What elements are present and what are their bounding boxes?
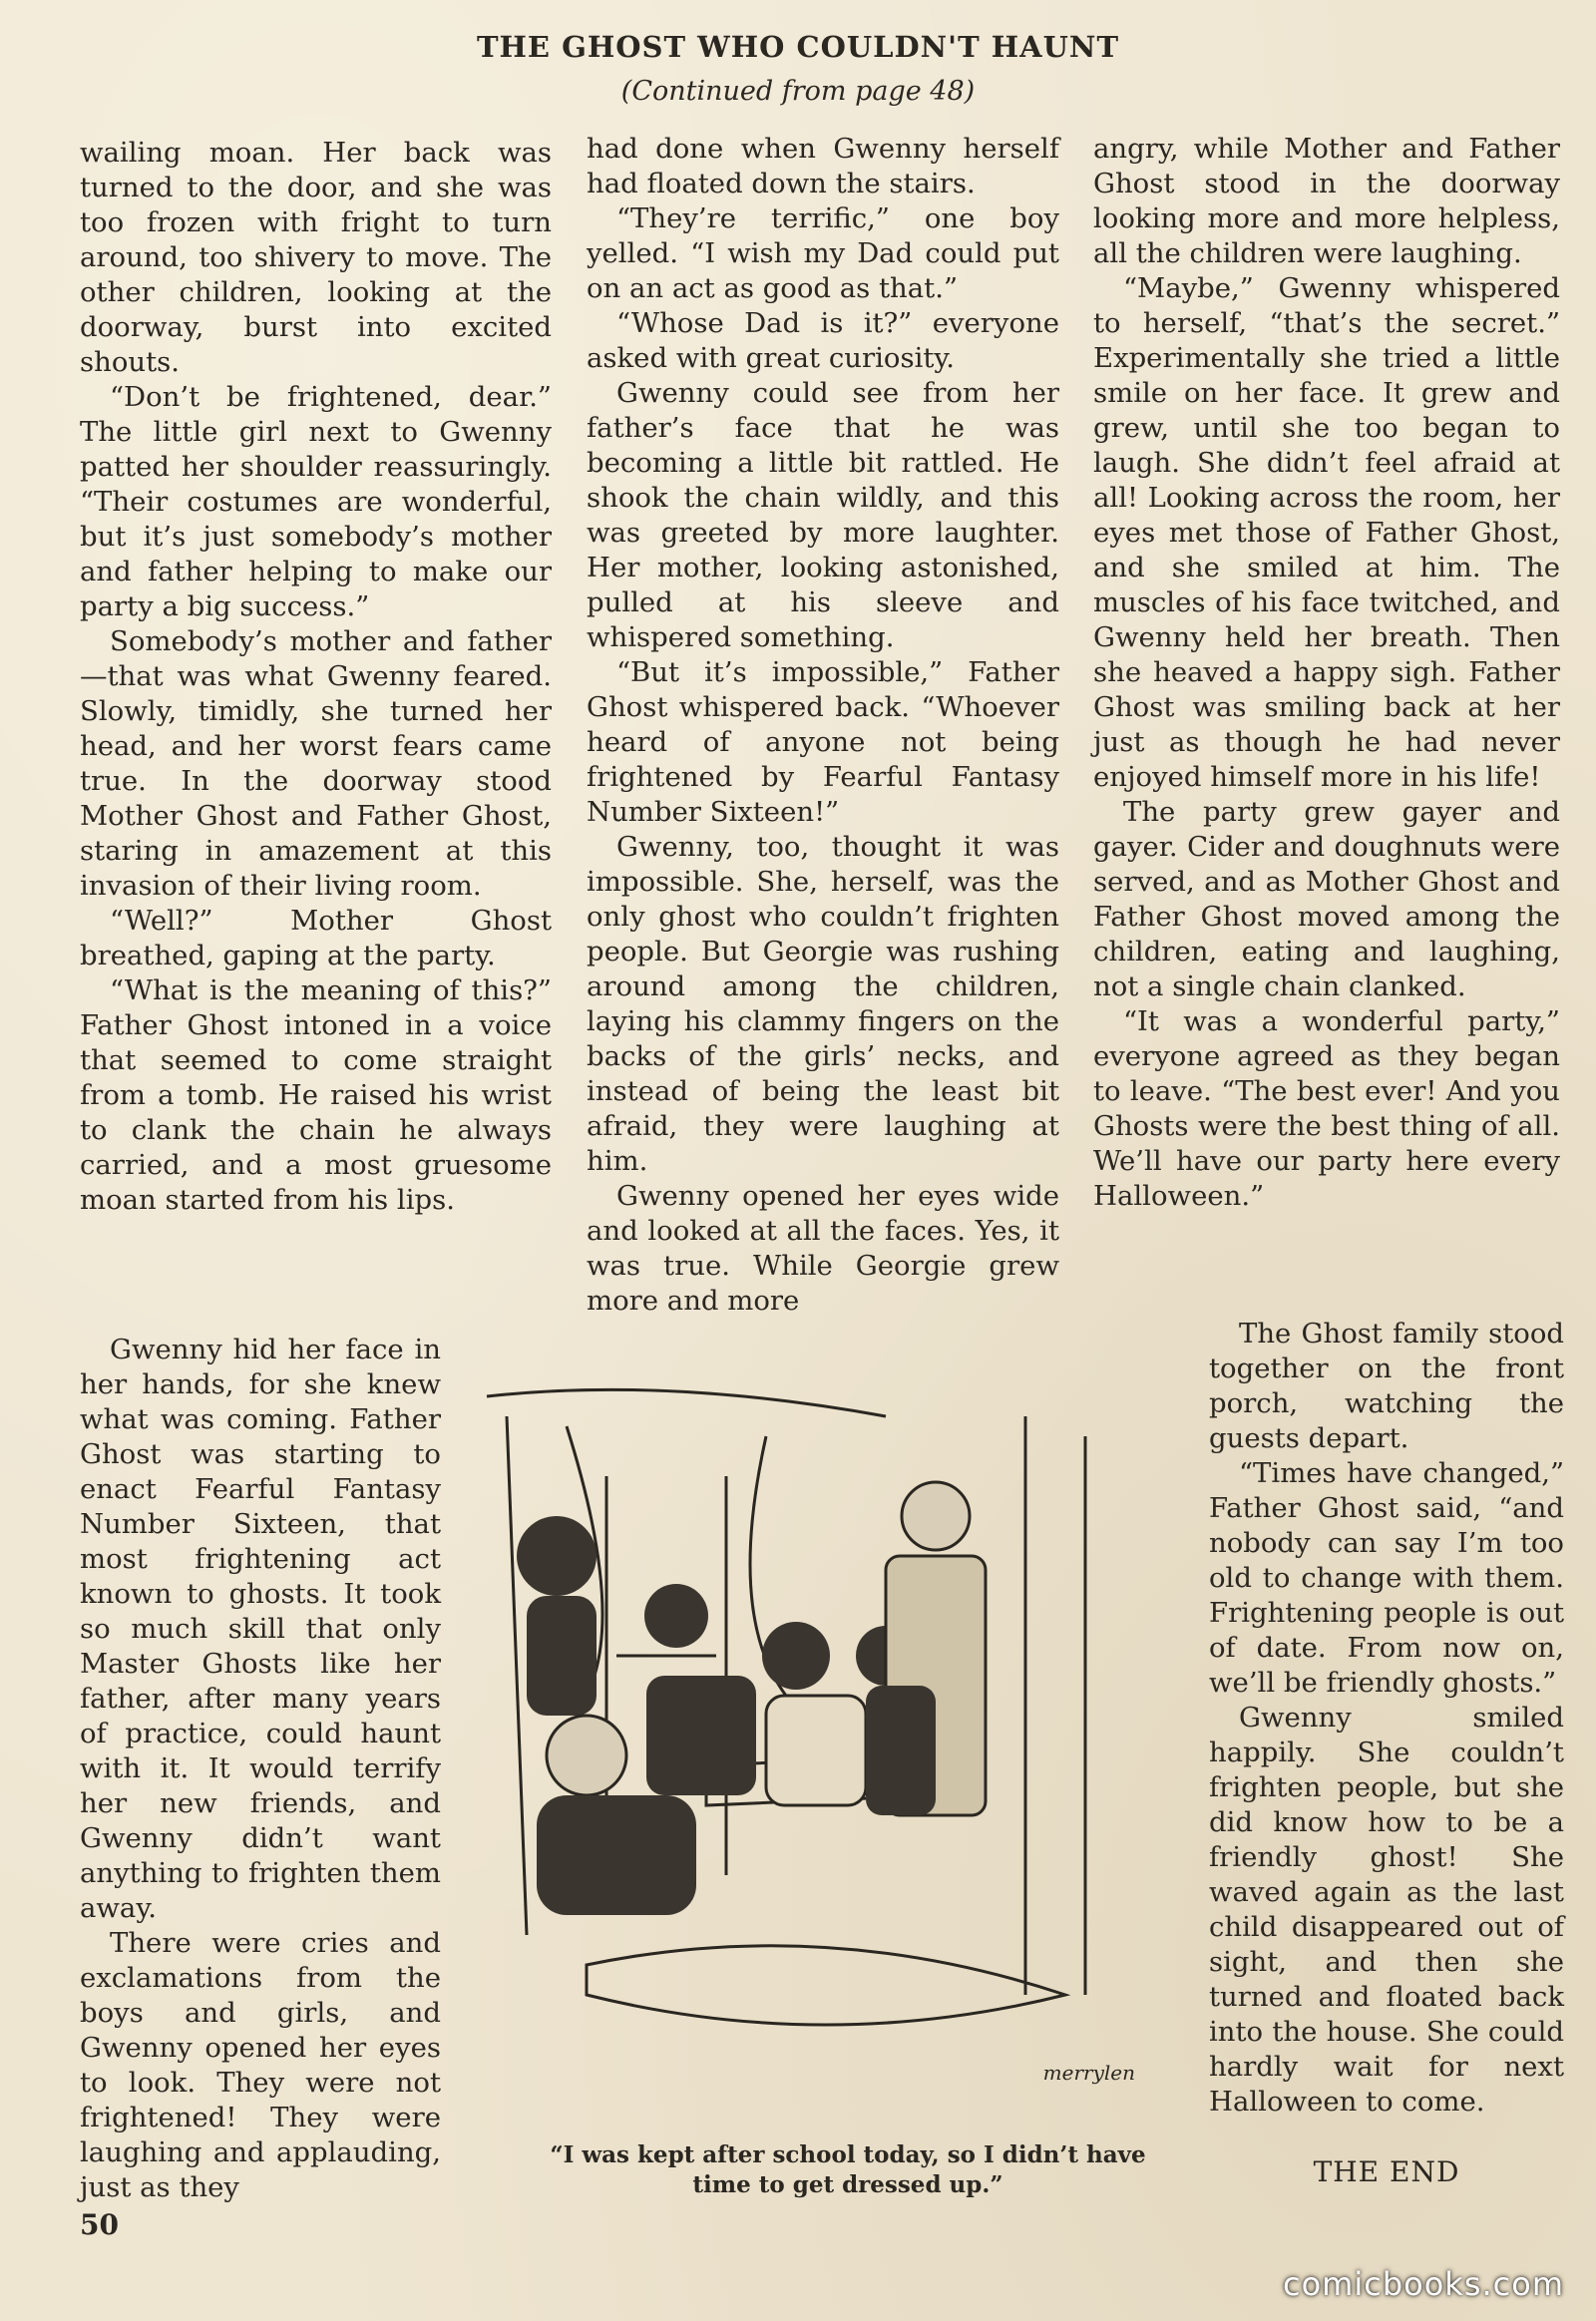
paragraph: The Ghost family stood together on the front porch, watching the guests depart.	[1209, 1318, 1564, 1454]
paragraph: Gwenny smiled happily. She couldn’t frighten people, but she did know how to be a friendly ghost! She waved again as the last child disappeared out of sight, and then she turned and floated back into the house. She could hardly wait for next Halloween to come.	[1209, 1702, 1564, 2118]
paragraph: Gwenny, too, thought it was impossible. She, herself, was the only ghost who couldn’t frighten people. But Georgie was rushing around among the children, laying his clammy fingers on the backs of the girls’ necks, and instead of being the least bit afraid, they were laughing at him.	[587, 831, 1059, 1177]
paragraph: “They’re terrific,” one boy yelled. “I wish my Dad could put on an act as good as that.”	[587, 202, 1059, 304]
paragraph: There were cries and exclamations from the boys and girls, and Gwenny opened her eyes to look. They were not frightened! They were laughing and applauding, just as they	[80, 1927, 441, 2203]
paragraph: “Don’t be frightened, dear.” The little girl next to Gwenny patted her shoulder reassuringly. “Their costumes are wonderful, but it’s just somebody’s mother and father helping to make our party a big success.”	[80, 381, 552, 622]
page-number: 50	[80, 2208, 119, 2241]
paragraph: Somebody’s mother and father—that was what Gwenny feared. Slowly, timidly, she turned her head, and her worst fears came true. In the doorway stood Mother Ghost and Father Ghost, staring in amazement at this invasion of their living room.	[80, 625, 552, 902]
continued-note: (Continued from page 48)	[620, 76, 976, 107]
column-1-upper	[80, 136, 552, 1218]
paragraph: “Times have changed,” Father Ghost said, “and nobody can say I’m too old to change with them. Frightening people is out of date. From now on, we’ll be friendly ghosts.”	[1209, 1457, 1564, 1699]
party-illustration	[467, 1356, 1185, 2125]
paragraph: “Well?” Mother Ghost breathed, gaping at the party.	[80, 905, 552, 971]
watermark: comicbooks.com	[1282, 2265, 1564, 2303]
the-end: THE END	[1313, 2155, 1460, 2188]
paragraph: “But it’s impossible,” Father Ghost whispered back. “Whoever heard of anyone not being frightened by Fearful Fantasy Number Sixteen!”	[587, 656, 1059, 828]
paragraph: Gwenny hid her face in her hands, for she knew what was coming. Father Ghost was starting to enact Fearful Fantasy Number Sixteen, that most frightening act known to ghosts. It took so much skill that only Master Ghosts like her father, after many years of practice, could haunt with it. It would terrify her new friends, and Gwenny didn’t want anything to frighten them away.	[80, 1334, 441, 1924]
paragraph: angry, while Mother and Father Ghost stood in the doorway looking more and more helpless, all the children were laughing.	[1093, 133, 1560, 269]
paragraph: The party grew gayer and gayer. Cider and doughnuts were served, and as Mother Ghost and Father Ghost moved among the children, eating and laughing, not a single chain clanked.	[1093, 796, 1560, 1002]
column-3-lower	[1209, 1317, 1564, 2120]
paragraph: wailing moan. Her back was turned to the door, and she was too frozen with fright to turn around, too shivery to move. The other children, looking at the doorway, burst into excited shouts.	[80, 137, 552, 378]
paragraph: “Maybe,” Gwenny whispered to herself, “that’s the secret.” Experimentally she tried a little smile on her face. It grew and grew, until she too began to laugh. She didn’t feel afraid at all! Looking across the room, her eyes met those of Father Ghost, and she smiled at him. The muscles of his face twitched, and Gwenny held her breath. Then she heaved a happy sigh. Father Ghost was smiling back at her just as though he had never enjoyed himself more in his life!	[1093, 272, 1560, 793]
paragraph: “What is the meaning of this?” Father Ghost intoned in a voice that seemed to come straight from a tomb. He raised his wrist to clank the chain he always carried, and a most gruesome moan started from his lips.	[80, 974, 552, 1216]
column-2	[587, 132, 1059, 1319]
paragraph: Gwenny could see from her father’s face that he was becoming a little bit rattled. He shook the chain wildly, and this was greeted by more laughter. Her mother, looking astonished, pulled at his sleeve and whispered something.	[587, 377, 1059, 653]
paragraph: “Whose Dad is it?” everyone asked with great curiosity.	[587, 307, 1059, 374]
paragraph: had done when Gwenny herself had floated down the stairs.	[587, 133, 1059, 199]
column-3-upper	[1093, 132, 1560, 1214]
story-title: THE GHOST WHO COULDN'T HAUNT	[476, 30, 1120, 64]
artist-signature: merrylen	[1042, 2061, 1135, 2085]
illustration-caption: “I was kept after school today, so I didn’t have time to get dressed up.”	[550, 2141, 1146, 2198]
paragraph: “It was a wonderful party,” everyone agreed as they began to leave. “The best ever! And you Ghosts were the best thing of all. We’ll have our party here every Halloween.”	[1093, 1005, 1560, 1212]
column-1-lower	[80, 1333, 441, 2205]
paragraph: Gwenny opened her eyes wide and looked at all the faces. Yes, it was true. While Georgie grew more and more	[587, 1180, 1059, 1317]
